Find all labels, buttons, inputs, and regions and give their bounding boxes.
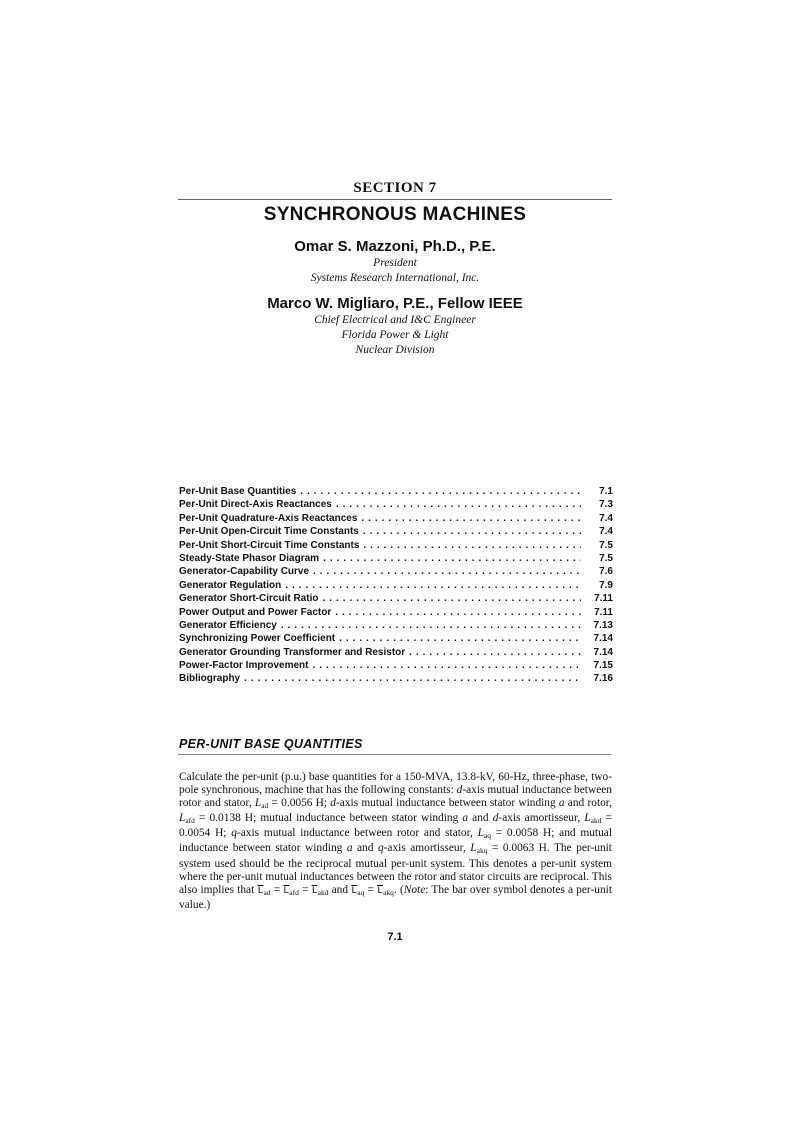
toc-entry-page: 7.14: [593, 633, 613, 645]
toc-entry-title: Generator Grounding Transformer and Resistor: [179, 646, 406, 658]
toc-leader-dots: [336, 498, 581, 511]
toc-entry[interactable]: [179, 659, 613, 672]
header-rule: [178, 199, 612, 200]
toc-entry-page: 7.5: [599, 552, 613, 564]
toc-leader-dots: [312, 659, 581, 672]
toc-entry[interactable]: [179, 579, 613, 592]
section-heading: PER-UNIT BASE QUANTITIES: [179, 737, 363, 751]
section-title: SYNCHRONOUS MACHINES: [263, 204, 527, 225]
toc-entry[interactable]: [179, 619, 613, 632]
heading-rule: [178, 754, 612, 755]
toc-entry-page: 7.3: [599, 499, 613, 511]
author-affiliation: Systems Research International, Inc.: [310, 272, 480, 284]
author-block-2: [178, 294, 612, 358]
toc-entry[interactable]: [179, 565, 613, 578]
toc-leader-dots: [363, 539, 581, 552]
toc-leader-dots: [339, 632, 581, 645]
toc-leader-dots: [244, 672, 581, 685]
toc-leader-dots: [281, 619, 581, 632]
toc-entry[interactable]: [179, 525, 613, 538]
toc-leader-dots: [323, 552, 581, 565]
toc-entry[interactable]: [179, 485, 613, 498]
toc-leader-dots: [322, 592, 581, 605]
toc-leader-dots: [313, 565, 581, 578]
toc-entry-title: Generator Regulation: [179, 579, 282, 591]
toc-entry-page: 7.14: [593, 646, 613, 658]
toc-entry-title: Steady-State Phasor Diagram: [179, 552, 320, 564]
toc-entry[interactable]: [179, 632, 613, 645]
toc-leader-dots: [335, 606, 581, 619]
toc-entry-title: Per-Unit Open-Circuit Time Constants: [179, 526, 359, 538]
toc-leader-dots: [361, 512, 581, 525]
toc-entry[interactable]: [179, 672, 613, 685]
toc-leader-dots: [300, 485, 581, 498]
toc-entry[interactable]: [179, 646, 613, 659]
toc-entry-title: Generator-Capability Curve: [179, 566, 310, 578]
toc-entry[interactable]: [179, 606, 613, 619]
toc-entry-title: Power Output and Power Factor: [179, 606, 332, 618]
page-number: 7.1: [387, 931, 403, 943]
author-division: Nuclear Division: [355, 344, 435, 356]
toc-entry-page: 7.4: [599, 512, 613, 524]
toc-entry-page: 7.16: [593, 673, 613, 685]
toc-entry-title: Per-Unit Direct-Axis Reactances: [179, 499, 332, 511]
toc-entry[interactable]: [179, 498, 613, 511]
author-name: Omar S. Mazzoni, Ph.D., P.E.: [294, 238, 496, 255]
toc-entry-page: 7.15: [593, 660, 613, 672]
toc-entry-title: Synchronizing Power Coefficient: [179, 633, 336, 645]
toc-entry-page: 7.1: [599, 486, 613, 497]
toc-entry-page: 7.9: [599, 579, 613, 591]
author-block-1: [178, 237, 612, 286]
author-affiliation: Florida Power & Light: [341, 329, 449, 341]
toc-entry-title: Power-Factor Improvement: [179, 660, 309, 672]
toc-entry-title: Per-Unit Short-Circuit Time Constants: [179, 539, 360, 551]
toc-entry-page: 7.6: [599, 566, 613, 578]
section-label: SECTION 7: [353, 180, 437, 196]
table-of-contents: [179, 485, 613, 686]
toc-entry-page: 7.4: [599, 526, 613, 538]
toc-entry-page: 7.13: [593, 619, 613, 631]
toc-entry[interactable]: [179, 539, 613, 552]
toc-entry-page: 7.11: [594, 606, 613, 618]
toc-entry[interactable]: [179, 552, 613, 565]
author-title: Chief Electrical and I&C Engineer: [314, 314, 476, 326]
toc-leader-dots: [285, 579, 581, 592]
problem-paragraph: Calculate the per-unit (p.u.) base quantities for a 150-MVA, 13.8-kV, 60-Hz, three-phase, two-pole synchronous, machine that has the following constants: d-axis mutual inductance between rotor and stator, $L_{ad} = 0.0056$ H; d-axis mutual inductance between stator winding a and rotor, $L_{afd} = 0.0138$ H; mutual inductance between stator winding a and d-axis amortisseur, $L_{akd} = 0.0054$ H; q-axis mutual inductance between rotor and stator, $L_{aq} = 0.0058$ H; and mutual inductance between stator winding a and q-axis amortisseur, $L_{akq} = 0.0063$ H. The per-unit system used should be the reciprocal mutual per-unit system. This denotes a per-unit system where the per-unit mutual inductances between the rotor and stator circuits are reciprocal. This also implies that $\overline{L}_{ad} = \overline{L}_{afd} = \overline{L}_{akd}$ and $\overline{L}_{aq} = \overline{L}_{akq}$. (Note: The bar over symbol denotes a per-unit value.): [179, 771, 612, 911]
toc-entry-title: Bibliography: [179, 673, 241, 685]
toc-entry-title: Per-Unit Base Quantities: [179, 486, 297, 497]
toc-entry-page: 7.5: [599, 539, 613, 551]
toc-leader-dots: [363, 525, 581, 538]
toc-entry[interactable]: [179, 512, 613, 525]
author-title: President: [373, 257, 417, 269]
toc-entry-title: Generator Short-Circuit Ratio: [179, 593, 319, 605]
author-name: Marco W. Migliaro, P.E., Fellow IEEE: [267, 295, 523, 312]
toc-entry-title: Generator Efficiency: [179, 619, 277, 631]
toc-entry-page: 7.11: [594, 593, 613, 605]
toc-entry-title: Per-Unit Quadrature-Axis Reactances: [179, 512, 358, 524]
toc-leader-dots: [409, 646, 581, 659]
toc-entry[interactable]: [179, 592, 613, 605]
